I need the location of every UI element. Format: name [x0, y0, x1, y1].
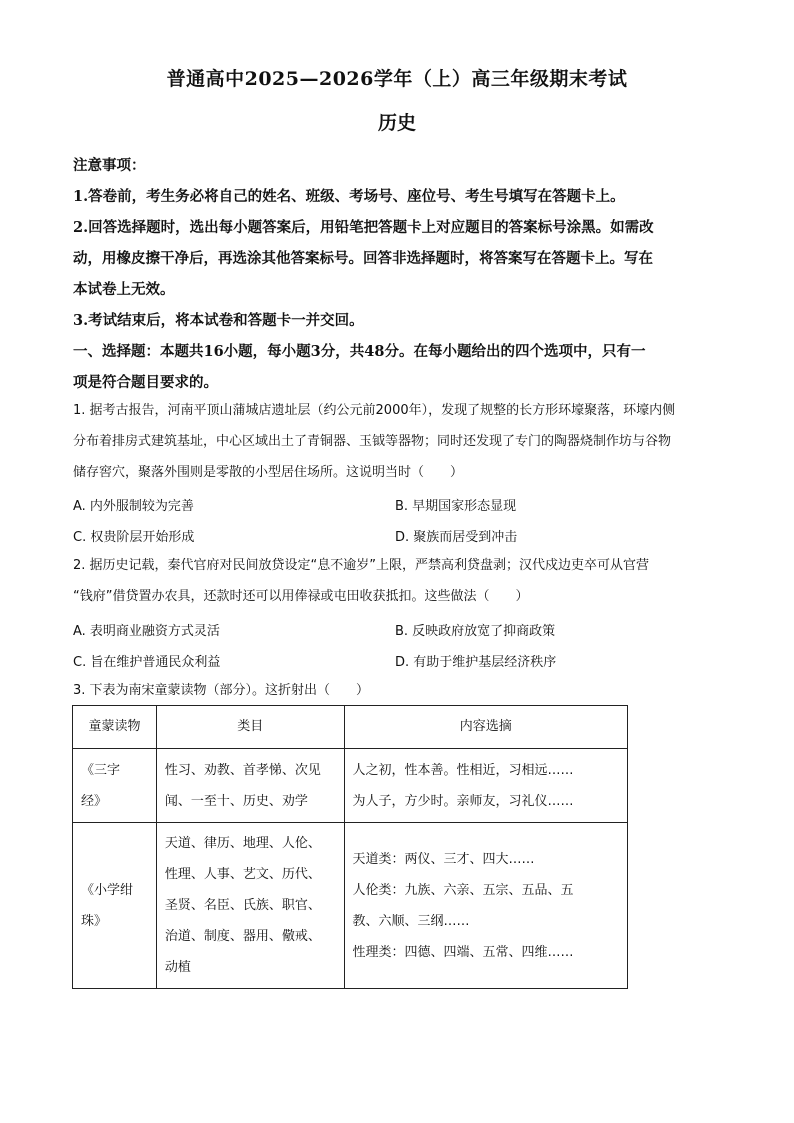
notice-item: 1.答卷前，考生务必将自己的姓名、班级、考场号、座位号、考生号填写在答题卡上。 — [73, 188, 625, 205]
exam-title: 普通高中2025—2026学年（上）高三年级期末考试 — [166, 68, 628, 90]
table-cell-book: 《三字 经》 — [73, 749, 157, 823]
question-3 — [73, 675, 725, 706]
table-cell-category: 天道、律历、地理、人伦、 性理、人事、艺文、历代、 圣贤、名臣、氏族、职官、 治道、制度、器用、儆戒、 动植 — [156, 823, 344, 989]
notice-item: 动，用橡皮擦干净后，再选涂其他答案标号。回答非选择题时，将答案写在答题卡上。写在 — [73, 250, 653, 267]
table-header: 童蒙读物 — [73, 706, 157, 749]
section-heading: 一、选择题：本题共16小题，每小题3分，共48分。在每小题给出的四个选项中，只有一 — [73, 343, 646, 360]
option-a[interactable]: A. 内外服制较为完善 — [73, 499, 194, 514]
option-c[interactable]: C. 权贵阶层开始形成 — [73, 530, 195, 545]
table-header-row — [73, 706, 628, 749]
question-text: 分布着排房式建筑基址，中心区域出土了青铜器、玉钺等器物；同时还发现了专门的陶器烧制作坊与谷物 — [73, 434, 672, 449]
table-row — [73, 823, 628, 989]
notice-item: 本试卷上无效。 — [73, 281, 175, 298]
table-header: 内容选摘 — [344, 706, 627, 749]
table-cell-excerpt: 天道类：两仪、三才、四大…… 人伦类：九族、六亲、五宗、五品、五 教、六顺、三纲…… 性理类：四德、四端、五常、四维…… — [344, 823, 627, 989]
question-text: “钱府”借贷置办农具，还款时还可以用俸禄或屯田收获抵扣。这些做法（ ） — [73, 589, 529, 604]
reading-materials-table — [72, 705, 628, 989]
notice-item: 2.回答选择题时，选出每小题答案后，用铅笔把答题卡上对应题目的答案标号涂黑。如需改 — [73, 219, 654, 236]
option-d[interactable]: D. 聚族而居受到冲击 — [395, 530, 518, 545]
table-cell-category: 性习、劝教、首孝悌、次见 闻、一至十、历史、劝学 — [156, 749, 344, 823]
option-d[interactable]: D. 有助于维护基层经济秩序 — [395, 655, 557, 670]
notice-section — [73, 150, 723, 398]
table-cell-book: 《小学绀 珠》 — [73, 823, 157, 989]
question-text: 储存窖穴，聚落外围则是零散的小型居住场所。这说明当时（ ） — [73, 465, 464, 480]
exam-subject: 历史 — [377, 112, 416, 134]
question-2 — [73, 550, 725, 612]
question-text: 1. 据考古报告，河南平顶山蒲城店遗址层（约公元前2000年），发现了规整的长方形环壕聚落，环壕内侧 — [73, 403, 676, 418]
table-cell-excerpt: 人之初，性本善。性相近，习相远…… 为人子，方少时。亲师友，习礼仪…… — [344, 749, 627, 823]
option-b[interactable]: B. 反映政府放宽了抑商政策 — [395, 624, 556, 639]
table-row — [73, 749, 628, 823]
notice-heading: 注意事项： — [73, 157, 146, 174]
option-b[interactable]: B. 早期国家形态显现 — [395, 499, 517, 514]
table-header: 类目 — [156, 706, 344, 749]
option-c[interactable]: C. 旨在维护普通民众利益 — [73, 655, 221, 670]
notice-item: 3.考试结束后，将本试卷和答题卡一并交回。 — [73, 312, 364, 329]
section-heading: 项是符合题目要求的。 — [73, 374, 218, 391]
option-a[interactable]: A. 表明商业融资方式灵活 — [73, 624, 220, 639]
question-1 — [73, 395, 725, 488]
question-text: 3. 下表为南宋童蒙读物（部分）。这折射出（ ） — [73, 683, 370, 698]
question-text: 2. 据历史记载，秦代官府对民间放贷设定“息不逾岁”上限，严禁高利贷盘剥；汉代戍边吏卒可从官营 — [73, 558, 650, 573]
